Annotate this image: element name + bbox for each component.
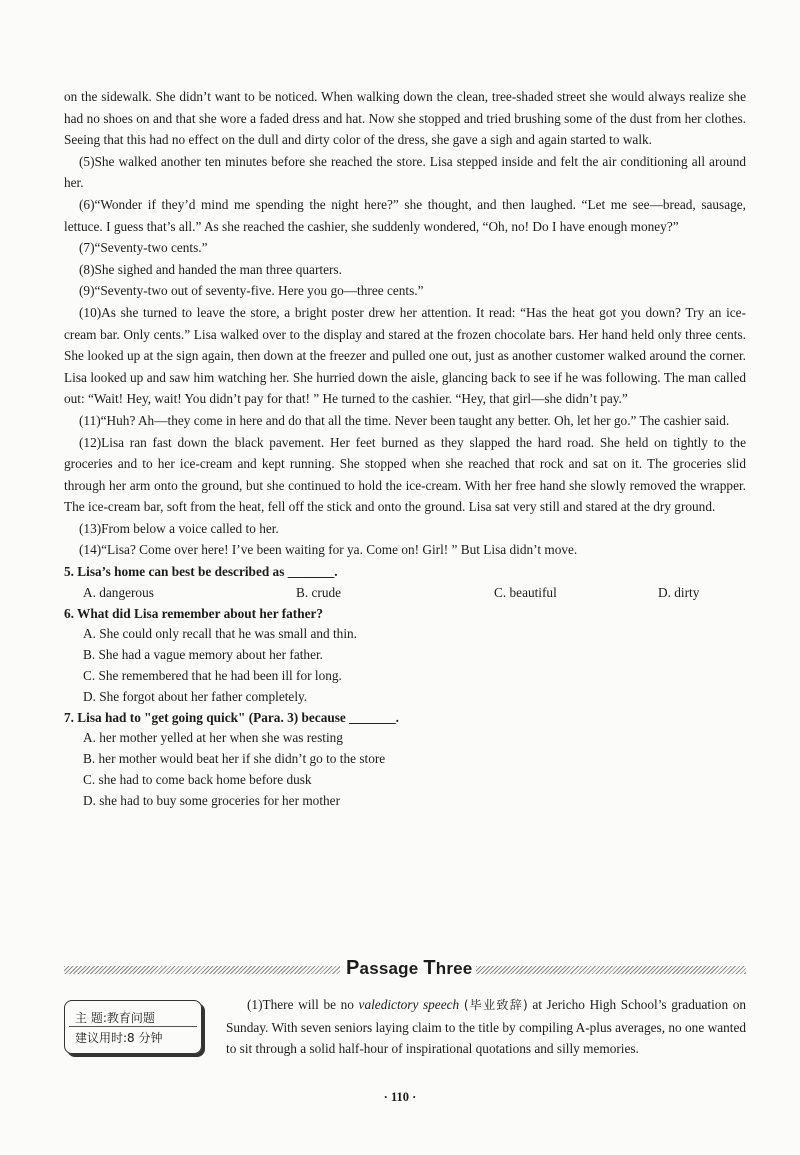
question-7-stem: 7. Lisa had to "get going quick" (Para. 3) because _______. [64, 709, 400, 725]
header-hatch-left [64, 966, 340, 974]
paragraph-13: (13)From below a voice called to her. [79, 520, 279, 536]
passage-info-box [64, 1000, 202, 1054]
question-6-option-b[interactable]: B. She had a vague memory about her father. [83, 647, 324, 663]
question-set [64, 562, 746, 812]
title-rest-1: assage [359, 959, 424, 978]
question-5-stem: 5. Lisa’s home can best be described as _______. [64, 564, 338, 580]
question-6-option-d[interactable]: D. She forgot about her father completely. [83, 688, 308, 704]
p3-text-b: at Jericho High School’s graduation on Sunday. With seven seniors laying claim to the title by compiling A-plus averages, no one wanted to sit through a solid half-hour of inspirational quotations and silly memories. [226, 997, 747, 1057]
paragraph-12: (12)Lisa ran fast down the black pavement. Her feet burned as they slapped the hard road. She held on tightly to the groceries and to her ice-cream and kept running. She stopped when she reached that rock and sat on it. The groceries slid through her arm onto the ground, but she continued to hold the ice-cream. With her free hand she slowly removed the wrapper. The ice-cream bar, soft from the heat, fell off the stick and onto the ground. Lisa sat very still and stared at the dry ground. [64, 434, 746, 515]
question-6-option-a[interactable]: A. She could only recall that he was small and thin. [83, 626, 358, 642]
info-time: 建议用时:8 分钟 [75, 1031, 163, 1045]
p3-text-a: (1)There will be no [247, 997, 359, 1012]
page-number: · 110 · [383, 1090, 417, 1104]
question-5-option-d[interactable]: D. dirty [658, 584, 700, 600]
question-5-option-a[interactable]: A. dangerous [83, 584, 154, 600]
question-6-option-c[interactable]: C. She remembered that he had been ill for long. [83, 668, 342, 684]
passage-three-header [64, 957, 746, 983]
question-5-option-c[interactable]: C. beautiful [494, 584, 557, 600]
question-5-options [64, 583, 746, 604]
passage-three-paragraph-1 [226, 994, 746, 1060]
question-7-option-b[interactable]: B. her mother would beat her if she didn’t go to the store [83, 751, 386, 767]
paragraph-7: (7)“Seventy-two cents.” [79, 240, 208, 256]
paragraph-8: (8)She sighed and handed the man three quarters. [79, 261, 342, 277]
info-topic: 主 题:教育问题 [75, 1011, 155, 1025]
question-6-stem: 6. What did Lisa remember about her father? [64, 605, 324, 621]
paragraph-6: (6)“Wonder if they’d mind me spending the night here?” she thought, and then laughed. “Let me see—bread, sausage, lettuce. I guess that’s all.” As she reached the cashier, she suddenly wondered, “Oh, no! Do I have enough money?” [64, 196, 746, 234]
passage-three-title [346, 957, 472, 980]
header-hatch-right [476, 966, 746, 974]
info-divider [69, 1026, 197, 1027]
title-rest-2: hree [435, 959, 473, 978]
paragraph-5: (5)She walked another ten minutes before she reached the store. Lisa stepped inside and felt the air conditioning all around her. [64, 153, 746, 191]
question-5-option-b[interactable]: B. crude [296, 584, 342, 600]
question-7-option-c[interactable]: C. she had to come back home before dusk [83, 772, 312, 788]
p3-term: valedictory speech [358, 997, 460, 1012]
passage-two-body [64, 86, 746, 812]
paragraph-continued: on the sidewalk. She didn’t want to be noticed. When walking down the clean, tree-shaded street she would always realize she had no shoes on and that she wore a faded dress and hat. Now she stopped and tried brushing some of the dust from her clothes. Seeing that this had no effect on the dull and dirty color of the dress, she gave a sigh and again started to walk. [64, 89, 746, 148]
title-cap-t: T [423, 957, 436, 979]
paragraph-9: (9)“Seventy-two out of seventy-five. Here you go—three cents.” [79, 283, 424, 299]
paragraph-14: (14)“Lisa? Come over here! I’ve been waiting for ya. Come on! Girl! ” But Lisa didn’t move. [79, 542, 578, 558]
title-cap-p: P [346, 957, 360, 979]
paragraph-10: (10)As she turned to leave the store, a bright poster drew her attention. It read: “Has the heat got you down? Try an ice-cream bar. Only cents.” Lisa walked over to the display and stared at the frozen chocolate bars. Her hand held only three cents. She looked up at the sign again, then down at the freezer and pulled one out, just as another customer walked around the corner. Lisa looked up and saw him watching her. She hurried down the aisle, glancing back to see if he was following. The man called out: “Wait! Hey, wait! You didn’t pay for that! ” He turned to the cashier. “Hey, that girl—she didn’t pay.” [64, 304, 746, 407]
question-7-option-d[interactable]: D. she had to buy some groceries for her mother [83, 792, 340, 808]
question-7-option-a[interactable]: A. her mother yelled at her when she was resting [83, 730, 343, 746]
p3-chinese-gloss: (毕业致辞) [463, 998, 528, 1012]
paragraph-11: (11)“Huh? Ah—they come in here and do that all the time. Never been taught any better. Oh, let her go.” The cashier said. [79, 412, 730, 428]
